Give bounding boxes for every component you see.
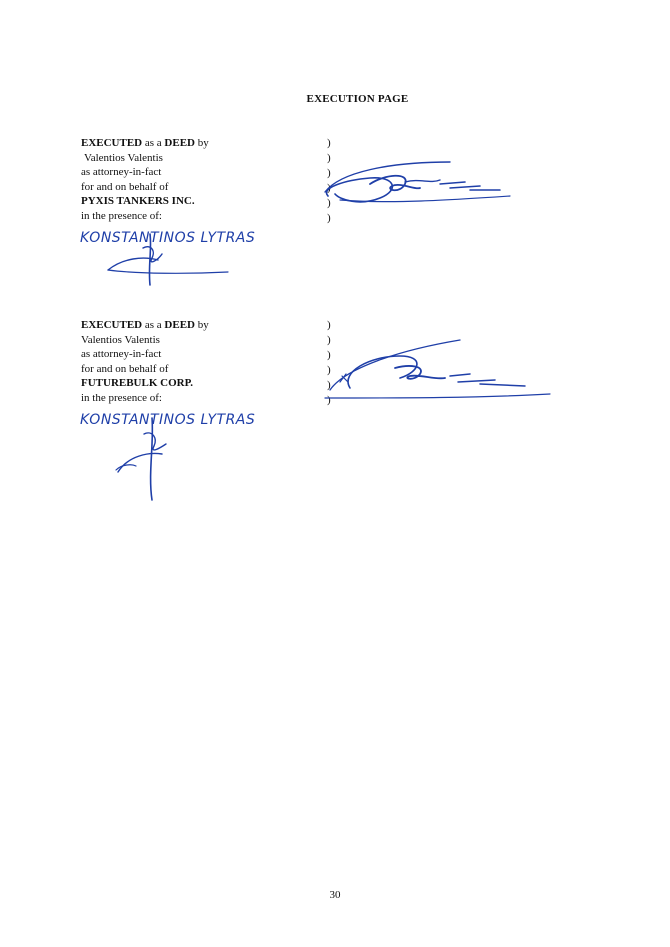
bracket: ) xyxy=(327,182,331,194)
bracket: ) xyxy=(327,319,331,331)
executed-label: EXECUTED xyxy=(81,319,143,331)
executed-line xyxy=(81,318,209,333)
signatory-block-2 xyxy=(81,318,209,406)
bracket: ) xyxy=(327,212,331,224)
signatory-capacity: as attorney-in-fact xyxy=(81,166,162,179)
page-number: 30 xyxy=(329,889,341,901)
company-name xyxy=(81,194,209,209)
bracket: ) xyxy=(327,379,331,391)
deed-label: DEED xyxy=(164,137,195,149)
company-name-text: PYXIS TANKERS INC. xyxy=(81,195,195,208)
witness-name-text: KONSTANTINOS LYTRAS xyxy=(80,412,256,428)
as-a-text: as a xyxy=(142,319,165,331)
signatory-name: Valentios Valentis xyxy=(81,333,160,346)
presence-line: in the presence of: xyxy=(81,391,162,404)
by-text: by xyxy=(194,319,209,331)
bracket: ) xyxy=(327,349,331,361)
bracket: ) xyxy=(327,152,331,164)
deed-label: DEED xyxy=(164,319,195,331)
presence-line: in the presence of: xyxy=(81,209,162,222)
signatory-signature-2 xyxy=(310,338,560,408)
company-name xyxy=(81,376,209,391)
behalf-line: for and on behalf of xyxy=(81,180,169,193)
by-text: by xyxy=(194,137,209,149)
witness-name-text: KONSTANTINOS LYTRAS xyxy=(80,230,256,246)
bracket: ) xyxy=(327,334,331,346)
signatory-block-1 xyxy=(81,136,209,224)
witness-name-handwriting-1 xyxy=(78,220,278,290)
executed-label: EXECUTED xyxy=(81,137,143,149)
as-a-text: as a xyxy=(142,137,165,149)
signatory-name: Valentios Valentis xyxy=(84,151,163,164)
signatory-capacity: as attorney-in-fact xyxy=(81,348,162,361)
witness-name-handwriting-2 xyxy=(78,404,278,504)
behalf-line: for and on behalf of xyxy=(81,362,169,375)
bracket: ) xyxy=(327,167,331,179)
bracket: ) xyxy=(327,364,331,376)
page-title: EXECUTION PAGE xyxy=(306,93,409,105)
bracket: ) xyxy=(327,137,331,149)
executed-line xyxy=(81,136,209,151)
bracket: ) xyxy=(327,394,331,406)
company-name-text: FUTUREBULK CORP. xyxy=(81,377,194,390)
bracket: ) xyxy=(327,197,331,209)
signatory-signature-1 xyxy=(300,150,520,210)
